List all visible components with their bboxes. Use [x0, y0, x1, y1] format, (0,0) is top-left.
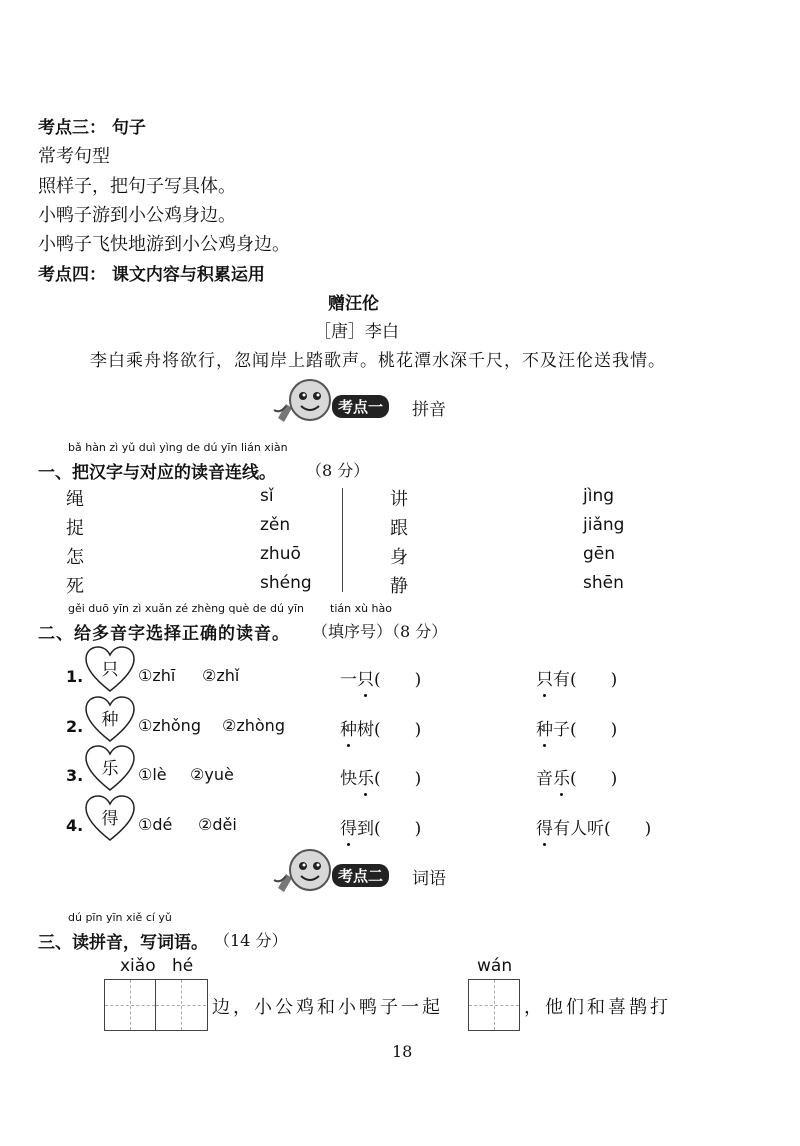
q2-pinyin-a: gěi duō yīn zì xuǎn zé zhèng què de dú yīn [68, 602, 304, 615]
q1-left-py-1: sǐ [260, 486, 274, 506]
q2-item-opt2: ②zhòng [222, 716, 285, 735]
q2-item-word2: 得有人听( ) [536, 814, 651, 839]
badge1-topic: 拼音 [412, 400, 446, 420]
q2-item-num: 3. [66, 766, 84, 785]
kp3-line-1: 常考句型 [38, 146, 110, 167]
q1-left-py-4: shéng [260, 573, 312, 593]
q2-item-word1: 得到( ) [340, 814, 421, 839]
heart-icon [84, 645, 136, 695]
poem-title: 赠汪伦 [328, 294, 379, 314]
q2-item-opt1: ①zhǒng [138, 716, 201, 735]
kp3-line-2: 照样子，把句子写具体。 [38, 176, 236, 197]
q3-py-he: hé [172, 956, 194, 976]
q1-left-char-1: 绳 [66, 489, 84, 510]
poem-author: ［唐］李白 [314, 322, 399, 342]
q1-left-char-3: 怎 [66, 547, 84, 568]
q2-title: 二、给多音字选择正确的读音。 [38, 624, 290, 644]
q3-pinyin: dú pīn yīn xiě cí yǔ [68, 911, 172, 924]
q3-title: 三、读拼音，写词语。 [38, 933, 208, 953]
heart-icon [84, 744, 136, 794]
q3-write-box-2[interactable] [468, 979, 520, 1031]
q1-right-char-3: 身 [390, 547, 408, 568]
q1-left-char-2: 捉 [66, 518, 84, 539]
q2-item-word2: 种子( ) [536, 715, 617, 740]
q2-item-char: 种 [101, 710, 119, 730]
q2-item-opt2: ②yuè [190, 765, 234, 784]
q3-write-box-1[interactable] [104, 979, 208, 1031]
q2-item-opt2: ②děi [198, 815, 237, 834]
q3-py-xiao: xiǎo [120, 956, 156, 976]
q1-left-char-4: 死 [66, 576, 84, 597]
poem-text: 李白乘舟将欲行，忽闻岸上踏歌声。桃花潭水深千尺，不及汪伦送我情。 [90, 351, 666, 371]
q2-item-char: 只 [101, 660, 119, 680]
q2-item-word1: 快乐( ) [340, 764, 421, 789]
badge1-label: 考点一 [332, 395, 389, 418]
heart-icon [84, 794, 136, 844]
q1-divider [342, 488, 343, 592]
heart-icon [84, 695, 136, 745]
q1-right-py-2: jiǎng [583, 515, 625, 535]
q2-item-opt2: ②zhǐ [202, 666, 240, 685]
q2-score: （填序号）（8 分） [312, 622, 448, 641]
q1-left-py-3: zhuō [260, 544, 301, 564]
q1-right-char-1: 讲 [390, 489, 408, 510]
q1-left-py-2: zěn [260, 515, 291, 535]
kp3-line-4: 小鸭子飞快地游到小公鸡身边。 [38, 234, 290, 255]
badge2-topic: 词语 [412, 869, 446, 889]
q1-right-py-3: gēn [583, 544, 616, 564]
q1-score: （8 分） [306, 461, 370, 480]
q2-item-word1: 种树( ) [340, 715, 421, 740]
q2-item-word1: 一只( ) [340, 665, 421, 690]
q1-right-char-4: 静 [390, 576, 408, 597]
q2-item-opt1: ①lè [138, 765, 167, 784]
q1-right-py-4: shēn [583, 573, 624, 593]
kp3-line-3: 小鸭子游到小公鸡身边。 [38, 205, 236, 226]
q3-py-wan: wán [477, 956, 513, 976]
badge2-label: 考点二 [332, 864, 389, 887]
q1-pinyin: bǎ hàn zì yǔ duì yìng de dú yīn lián xiàn [68, 441, 288, 454]
q3-text-2: ，他们和喜鹊打 [524, 997, 671, 1018]
q2-pinyin-b: tián xù hào [330, 602, 392, 615]
q3-score: （14 分） [214, 931, 288, 950]
q2-item-num: 2. [66, 717, 84, 736]
q2-item-word2: 音乐( ) [536, 764, 617, 789]
q2-item-char: 乐 [101, 759, 119, 779]
q1-title: 一、把汉字与对应的读音连线。 [38, 463, 276, 483]
q1-right-char-2: 跟 [390, 518, 408, 539]
q3-text-1: 边，小公鸡和小鸭子一起 [212, 997, 443, 1018]
q2-item-opt1: ①dé [138, 815, 173, 834]
q2-item-num: 1. [66, 667, 84, 686]
kp3-title: 考点三： 句子 [38, 118, 146, 138]
q1-right-py-1: jìng [583, 486, 615, 506]
q2-item-num: 4. [66, 816, 84, 835]
q2-item-char: 得 [101, 809, 119, 829]
q2-item-word2: 只有( ) [536, 665, 617, 690]
q2-item-opt1: ①zhī [138, 666, 176, 685]
kp4-title: 考点四： 课文内容与积累运用 [38, 265, 265, 285]
page-number: 18 [392, 1042, 413, 1061]
